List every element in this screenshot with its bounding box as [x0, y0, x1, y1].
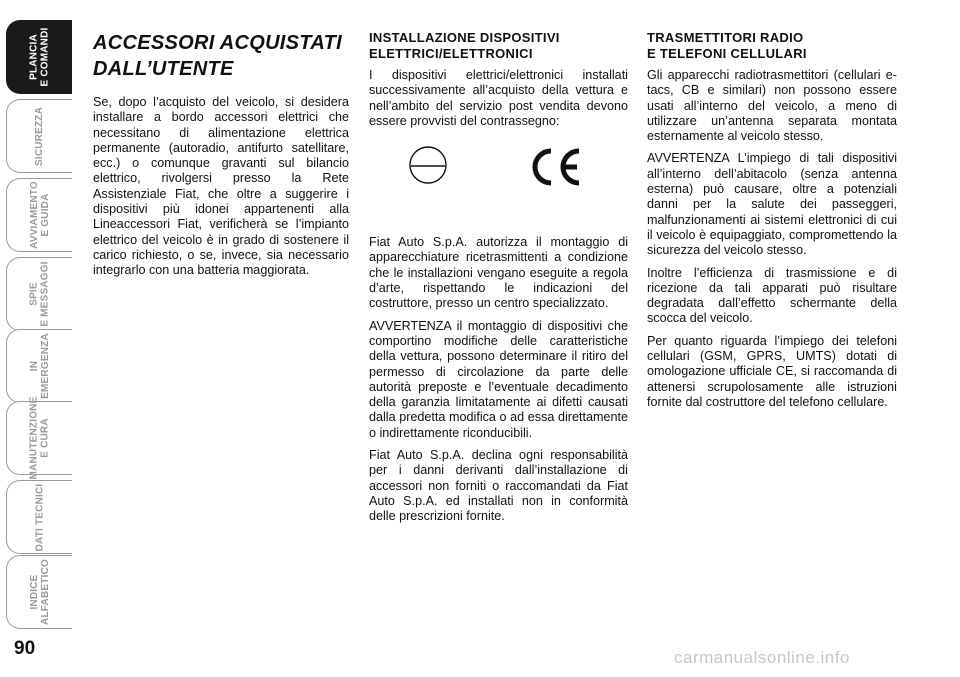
paragraph: I dispositivi elettrici/elettronici installati successivamente all’acquisto della vettura e nell’ambito del servizio post vendita devono essere provvisti del contrassegno:: [369, 68, 628, 128]
e-mark-icon: [407, 143, 449, 187]
paragraph: AVVERTENZA il montaggio di dispositivi che comportino modifiche delle caratteristiche della vettura, possono determinare il ritiro del permesso di circolazione da parte delle autorità preposte e l’eventuale decadimento della garanzia limitatamente ai difetti causati dalla predetta modifica o ad essa direttamente o indirettamente riconducibili.: [369, 318, 628, 440]
column-installazione: [369, 30, 628, 532]
tab-label: INDICE ALFABETICO: [28, 559, 51, 625]
chapter-tabs: [0, 0, 72, 640]
paragraph: Fiat Auto S.p.A. declina ogni responsabilità per i danni derivanti dall’installazione di accessori non forniti o raccomandati da Fiat Auto S.p.A. ed installati non in conformità delle prescrizioni fornite.: [369, 448, 628, 524]
paragraph: Inoltre l’efficienza di trasmissione e di ricezione da tali apparati può risultare degradata dall’effetto schermante della scocca del veicolo.: [647, 265, 897, 326]
tab-manutenzione-e-cura[interactable]: [6, 396, 72, 480]
tab-dati-tecnici[interactable]: [6, 480, 72, 554]
tab-sicurezza[interactable]: [6, 99, 72, 173]
section-title-accessori: ACCESSORI ACQUISTATI DALL’UTENTE: [93, 32, 342, 80]
ce-mark-icon: [525, 147, 585, 187]
tab-label: DATI TECNICI: [34, 483, 45, 551]
tab-spie-e-messaggi[interactable]: [6, 257, 72, 331]
tab-indice-alfabetico[interactable]: [6, 555, 72, 629]
tab-label: PLANCIA E COMANDI: [28, 27, 51, 87]
watermark: carmanualsonline.info: [674, 648, 850, 667]
paragraph: AVVERTENZA L’impiego di tali dispositivi all’interno dell’abitacolo (senza antenna esterna) può causare, oltre a potenziali danni per la salute dei passeggeri, malfunzionamenti ai sistemi elettronici di cui il veicolo è equipaggiato, compromettendo la sicurezza del veicolo stesso.: [647, 151, 897, 258]
tab-label: SICUREZZA: [34, 106, 45, 166]
page-number: 90: [14, 638, 36, 659]
tab-avviamento-e-guida[interactable]: [6, 178, 72, 252]
tab-label: IN EMERGENZA: [28, 333, 51, 399]
paragraph: Gli apparecchi radiotrasmettitori (cellulari e-tacs, CB e similari) non possono essere usati all’interno del veicolo, a meno di utilizzare un’antenna separata montata esternamente al veicolo stesso.: [647, 68, 897, 144]
tab-label: AVVIAMENTO E GUIDA: [28, 181, 51, 249]
section-title-trasmettitori: TRASMETTITORI RADIO E TELEFONI CELLULARI: [647, 30, 807, 61]
column-accessori: [93, 30, 349, 286]
column-trasmettitori: [647, 30, 897, 417]
tab-in-emergenza[interactable]: [6, 329, 72, 403]
section-title-installazione: INSTALLAZIONE DISPOSITIVI ELETTRICI/ELETTRONICI: [369, 30, 560, 61]
paragraph: Se, dopo l’acquisto del veicolo, si desidera installare a bordo accessori elettrici che necessitano di alimentazione elettrica permanente (autoradio, antifurto satellitare, ecc.) o comunque gravanti sul bilancio elettrico, rivolgersi presso la Rete Assistenziale Fiat, che oltre a suggerire i dispositivi più idonei appartenenti alla Lineaccessori Fiat, verificherà se l’impianto elettrico del veicolo è in grado di sostenere il carico richiesto, o se, invece, sia necessario integrarlo con una batteria maggiorata.: [93, 95, 349, 278]
tab-plancia-e-comandi[interactable]: [6, 20, 72, 94]
conformity-marks: [369, 137, 628, 225]
paragraph: Fiat Auto S.p.A. autorizza il montaggio di apparecchiature ricetrasmittenti a condizione che le installazioni vengano eseguite a regola d’arte, rispettando le indicazioni del costruttore, presso un centro specializzato.: [369, 235, 628, 311]
paragraph: Per quanto riguarda l’impiego dei telefoni cellulari (GSM, GPRS, UMTS) dotati di omologazione ufficiale CE, si raccomanda di attenersi scrupolosamente alle istruzioni fornite dal costruttore del telefono cellulare.: [647, 333, 897, 409]
tab-label: MANUTENZIONE E CURA: [28, 396, 51, 480]
tab-label: SPIE E MESSAGGI: [28, 261, 51, 327]
